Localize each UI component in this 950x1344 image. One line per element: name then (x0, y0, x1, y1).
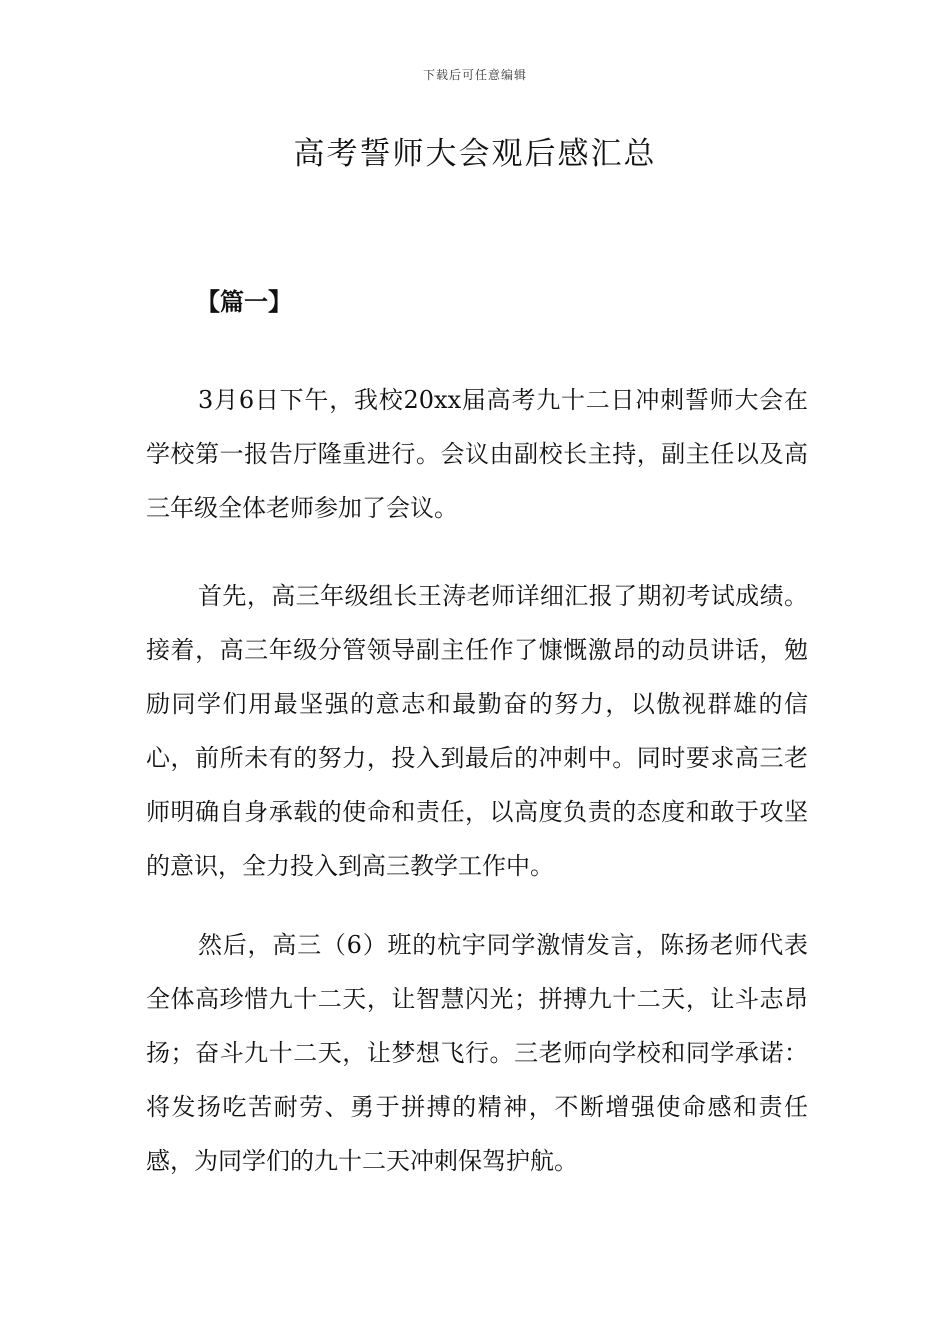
document-title: 高考誓师大会观后感汇总 (293, 136, 657, 172)
header-note: 下载后可任意编辑 (422, 68, 527, 82)
paragraph-3: 然后，高三（6）班的杭宇同学激情发言，陈扬老师代表全体高珍惜九十二天，让智慧闪光；拼搏九十二天，让斗志昂扬；奋斗九十二天，让梦想飞行。三老师向学校和同学承诺：将发扬吃苦耐劳、勇于拼搏的精神，不断增强使命感和责任感，为同学们的九十二天冲刺保驾护航。 (146, 931, 808, 1175)
section-label: 【篇一】 (196, 287, 292, 316)
paragraph-2: 首先，高三年级组长王涛老师详细汇报了期初考试成绩。接着，高三年级分管领导副主任作了慷慨激昂的动员讲话，勉励同学们用最坚强的意志和最勤奋的努力，以傲视群雄的信心，前所未有的努力，投入到最后的冲刺中。同时要求高三老师明确自身承载的使命和责任，以高度负责的态度和敢于攻坚的意识，全力投入到高三教学工作中。 (146, 582, 808, 880)
paragraph-1: 3月6日下午，我校20xx届高考九十二日冲刺誓师大会在学校第一报告厅隆重进行。会议由副校长主持，副主任以及高三年级全体老师参加了会议。 (146, 386, 808, 522)
